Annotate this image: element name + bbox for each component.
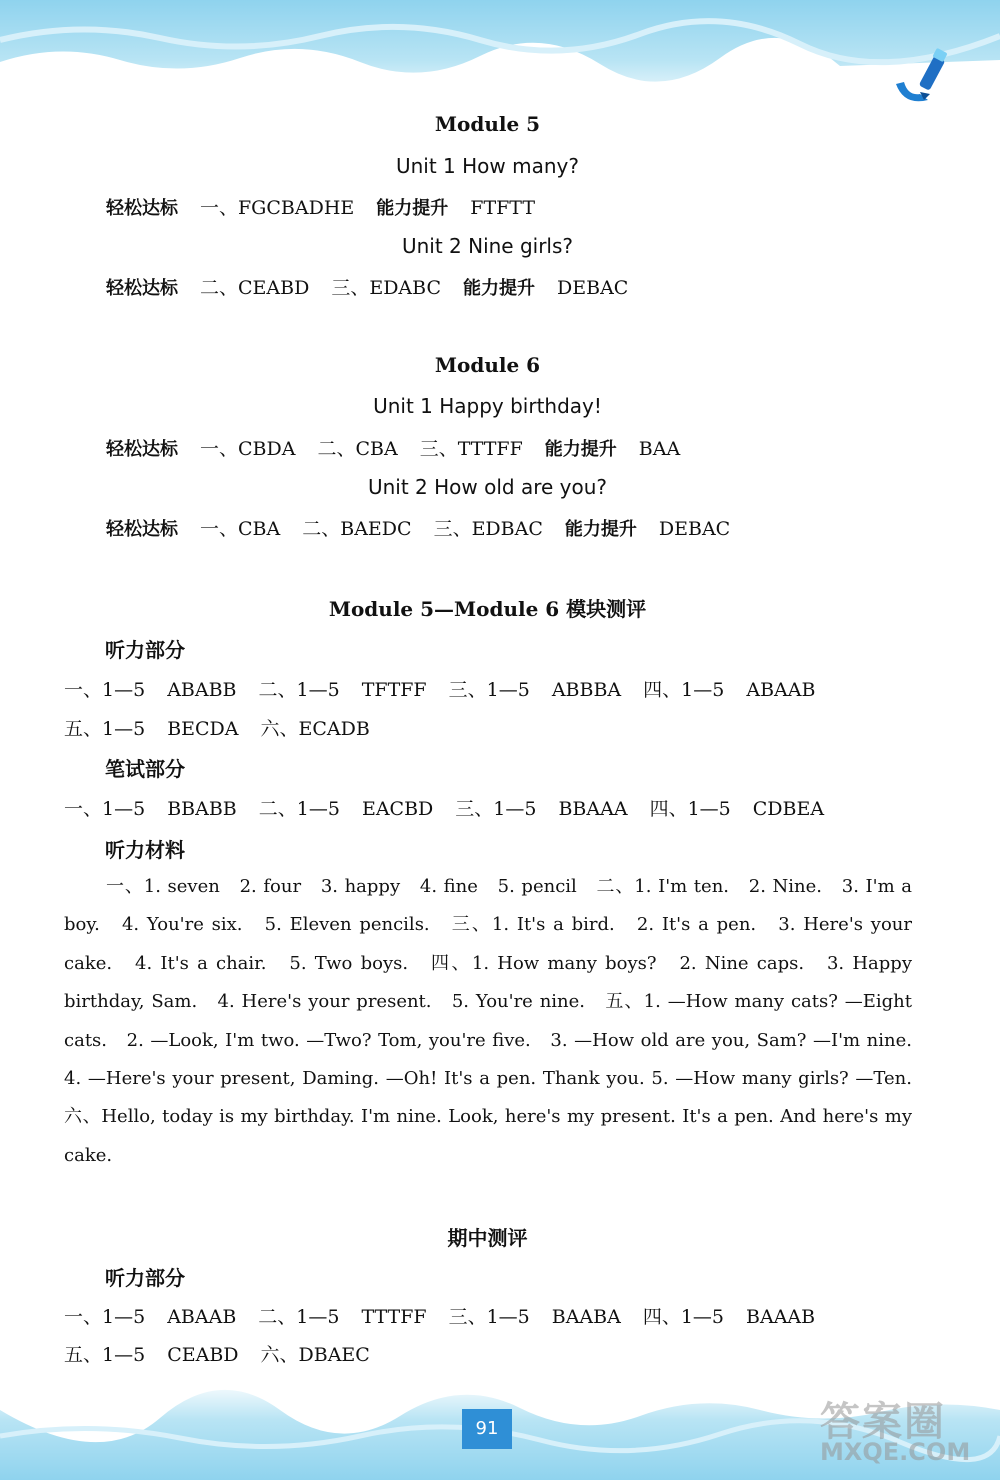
answer-group: 一、1—5 <box>64 1306 146 1328</box>
advance-label: 能力提升 <box>463 278 536 299</box>
easy-label: 轻松达标 <box>106 278 178 299</box>
answer-group: 三、1—5 <box>455 798 537 820</box>
materials-heading: 听力材料 <box>105 838 185 862</box>
answer-group: 一、FGCBADHE <box>200 197 355 219</box>
listening-answers-line-2 <box>64 714 392 741</box>
midterm-title: 期中测评 <box>447 1226 528 1250</box>
answer-group: TTTFF <box>361 1306 427 1328</box>
answer-group: 六、ECADB <box>260 718 370 740</box>
answer-group: BAABA <box>551 1306 621 1328</box>
answer-group: 三、EDBAC <box>433 518 543 540</box>
easy-label: 轻松达标 <box>106 198 178 219</box>
answer-group: 三、TTTFF <box>419 438 523 460</box>
watermark-logo-text: 答案圈 <box>820 1399 946 1445</box>
module-5-unit-1-answers <box>106 193 557 220</box>
advance-label: 能力提升 <box>564 519 637 540</box>
answer-group: 一、CBA <box>200 518 281 540</box>
module-test-title: Module 5—Module 6 模块测评 <box>328 597 647 621</box>
answer-group: BECDA <box>167 718 239 740</box>
answer-group: ABAAB <box>167 1306 237 1328</box>
module-6-unit-1-answers <box>106 434 702 461</box>
easy-label: 轻松达标 <box>106 519 178 540</box>
answer-group: EACBD <box>361 798 434 820</box>
answer-group: FTFTT <box>470 197 536 219</box>
advance-label: 能力提升 <box>544 439 617 460</box>
answer-group: DEBAC <box>557 277 629 299</box>
module-5-unit-2-answers <box>106 273 650 300</box>
listening-materials-paragraph: 一、1. seven 2. four 3. happy 4. fine 5. pencil 二、1. I'm ten. 2. Nine. 3. I'm a boy. 4. You're six. 5. Eleven pencils. 三、1. It's a bird. 2. It's a pen. 3. Here's your cake. 4. It's a chair. 5. Two boys. 四、1. How many boys? 2. Nine caps. 3. Happy birthday, Sam. 4. Here's your present. 5. You're nine. 五、1. —How many cats? —Eight cats. 2. —Look, I'm two. —Two? Tom, you're five. 3. —How old are you, Sam? —I'm nine. 4. —Here's your present, Daming. —Oh! It's a pen. Thank you. 5. —How many girls? —Ten. 六、Hello, today is my birthday. I'm nine. Look, here's my present. It's a pen. And here's my cake. <box>64 876 930 1166</box>
answer-group: 四、1—5 <box>643 679 725 701</box>
watermark-domain: MXQE.COM <box>820 1438 971 1466</box>
answer-group: 一、CBDA <box>200 438 296 460</box>
answer-group: 五、1—5 <box>64 1344 146 1366</box>
midterm-answers-line-1 <box>64 1302 837 1329</box>
answer-group: BBAAA <box>558 798 628 820</box>
answer-group: BBABB <box>167 798 237 820</box>
module-5-unit-2-title: Unit 2 Nine girls? <box>401 234 574 258</box>
answer-group: CEABD <box>167 1344 239 1366</box>
answer-group: 二、BAEDC <box>302 518 412 540</box>
answer-group: ABABB <box>167 679 237 701</box>
answer-group: ABBBA <box>551 679 622 701</box>
answer-group: 一、1—5 <box>64 798 146 820</box>
answer-group: ABAAB <box>746 679 816 701</box>
module-5-title: Module 5 <box>434 112 541 136</box>
answer-group: 四、1—5 <box>642 1306 725 1328</box>
advance-label: 能力提升 <box>376 198 449 219</box>
answer-group: 五、1—5 <box>64 718 146 740</box>
listening-heading: 听力部分 <box>105 638 185 662</box>
answer-group: 二、1—5 <box>258 679 340 701</box>
answer-group: TFTFF <box>361 679 427 701</box>
site-watermark <box>820 1390 990 1470</box>
written-answers-line-1 <box>64 794 846 821</box>
answer-group: DEBAC <box>658 518 731 540</box>
module-6-unit-2-title: Unit 2 How old are you? <box>367 475 608 499</box>
module-6-unit-1-title: Unit 1 Happy birthday! <box>373 394 602 418</box>
answer-group: 二、CBA <box>317 438 398 460</box>
module-6-title: Module 6 <box>434 353 541 377</box>
listening-answers-line-1 <box>64 675 837 702</box>
answer-group: 二、1—5 <box>258 798 340 820</box>
midterm-answers-line-2 <box>64 1340 392 1367</box>
answer-group: 三、1—5 <box>448 1306 530 1328</box>
answer-group: 三、1—5 <box>448 679 530 701</box>
answer-group: BAAAB <box>746 1306 816 1328</box>
page-number: 91 <box>462 1409 512 1449</box>
easy-label: 轻松达标 <box>106 439 178 460</box>
answer-group: 二、CEABD <box>200 277 310 299</box>
midterm-listening-heading: 听力部分 <box>105 1266 185 1290</box>
answer-group: BAA <box>638 438 681 460</box>
answer-group: 一、1—5 <box>64 679 146 701</box>
answer-group: 四、1—5 <box>649 798 731 820</box>
answer-group: 二、1—5 <box>258 1306 340 1328</box>
module-5-unit-1-title: Unit 1 How many? <box>395 154 579 178</box>
answer-group: 六、DBAEC <box>260 1344 370 1366</box>
module-6-unit-2-answers <box>106 514 752 541</box>
answer-group: 三、EDABC <box>331 277 442 299</box>
written-heading: 笔试部分 <box>105 757 185 781</box>
answer-group: CDBEA <box>752 798 825 820</box>
